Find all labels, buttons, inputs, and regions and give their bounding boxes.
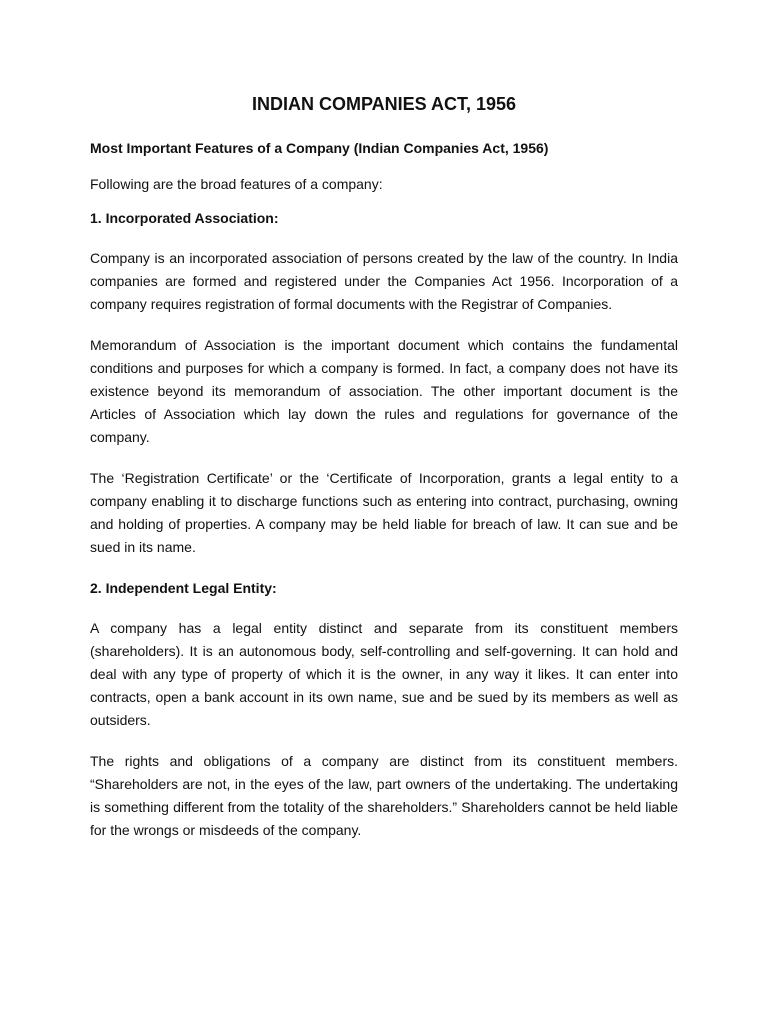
paragraph-incorporation: Company is an incorporated association of persons created by the law of the country. In India companies are formed and registered under the Companies Act 1956. Incorporation of a company requires registration of formal documents with the Registrar of Companies. <box>90 250 678 312</box>
document-page <box>90 92 678 860</box>
paragraph-memorandum: Memorandum of Association is the important document which contains the fundamental conditions and purposes for which a company is formed. In fact, a company does not have its existence beyond its memorandum of association. The other important document is the Articles of Association which lay down the rules and regulations for governance of the company. <box>90 337 678 445</box>
paragraph-rights-obligations: The rights and obligations of a company are distinct from its constituent members. “Shareholders are not, in the eyes of the law, part owners of the undertaking. The undertaking is something different from the totality of the shareholders.” Shareholders cannot be held liable for the wrongs or misdeeds of the company. <box>90 753 678 838</box>
paragraph-legal-entity: A company has a legal entity distinct and separate from its constituent members (shareholders). It is an autonomous body, self-controlling and self-governing. It can hold and deal with any type of property of which it is the owner, in any way it likes. It can enter into contracts, open a bank account in its own name, sue and be sued by its members as well as outsiders. <box>90 620 678 728</box>
intro-text: Following are the broad features of a company: <box>90 176 383 192</box>
section-heading-independent-legal-entity: 2. Independent Legal Entity: <box>90 580 277 596</box>
paragraph-registration-certificate: The ‘Registration Certificate’ or the ‘Certificate of Incorporation, grants a legal entity to a company enabling it to discharge functions such as entering into contract, purchasing, owning and holding of properties. A company may be held liable for breach of law. It can sue and be sued in its name. <box>90 470 678 555</box>
document-subtitle: Most Important Features of a Company (Indian Companies Act, 1956) <box>90 140 549 156</box>
section-heading-incorporated-association: 1. Incorporated Association: <box>90 210 279 226</box>
document-title: INDIAN COMPANIES ACT, 1956 <box>251 94 517 114</box>
